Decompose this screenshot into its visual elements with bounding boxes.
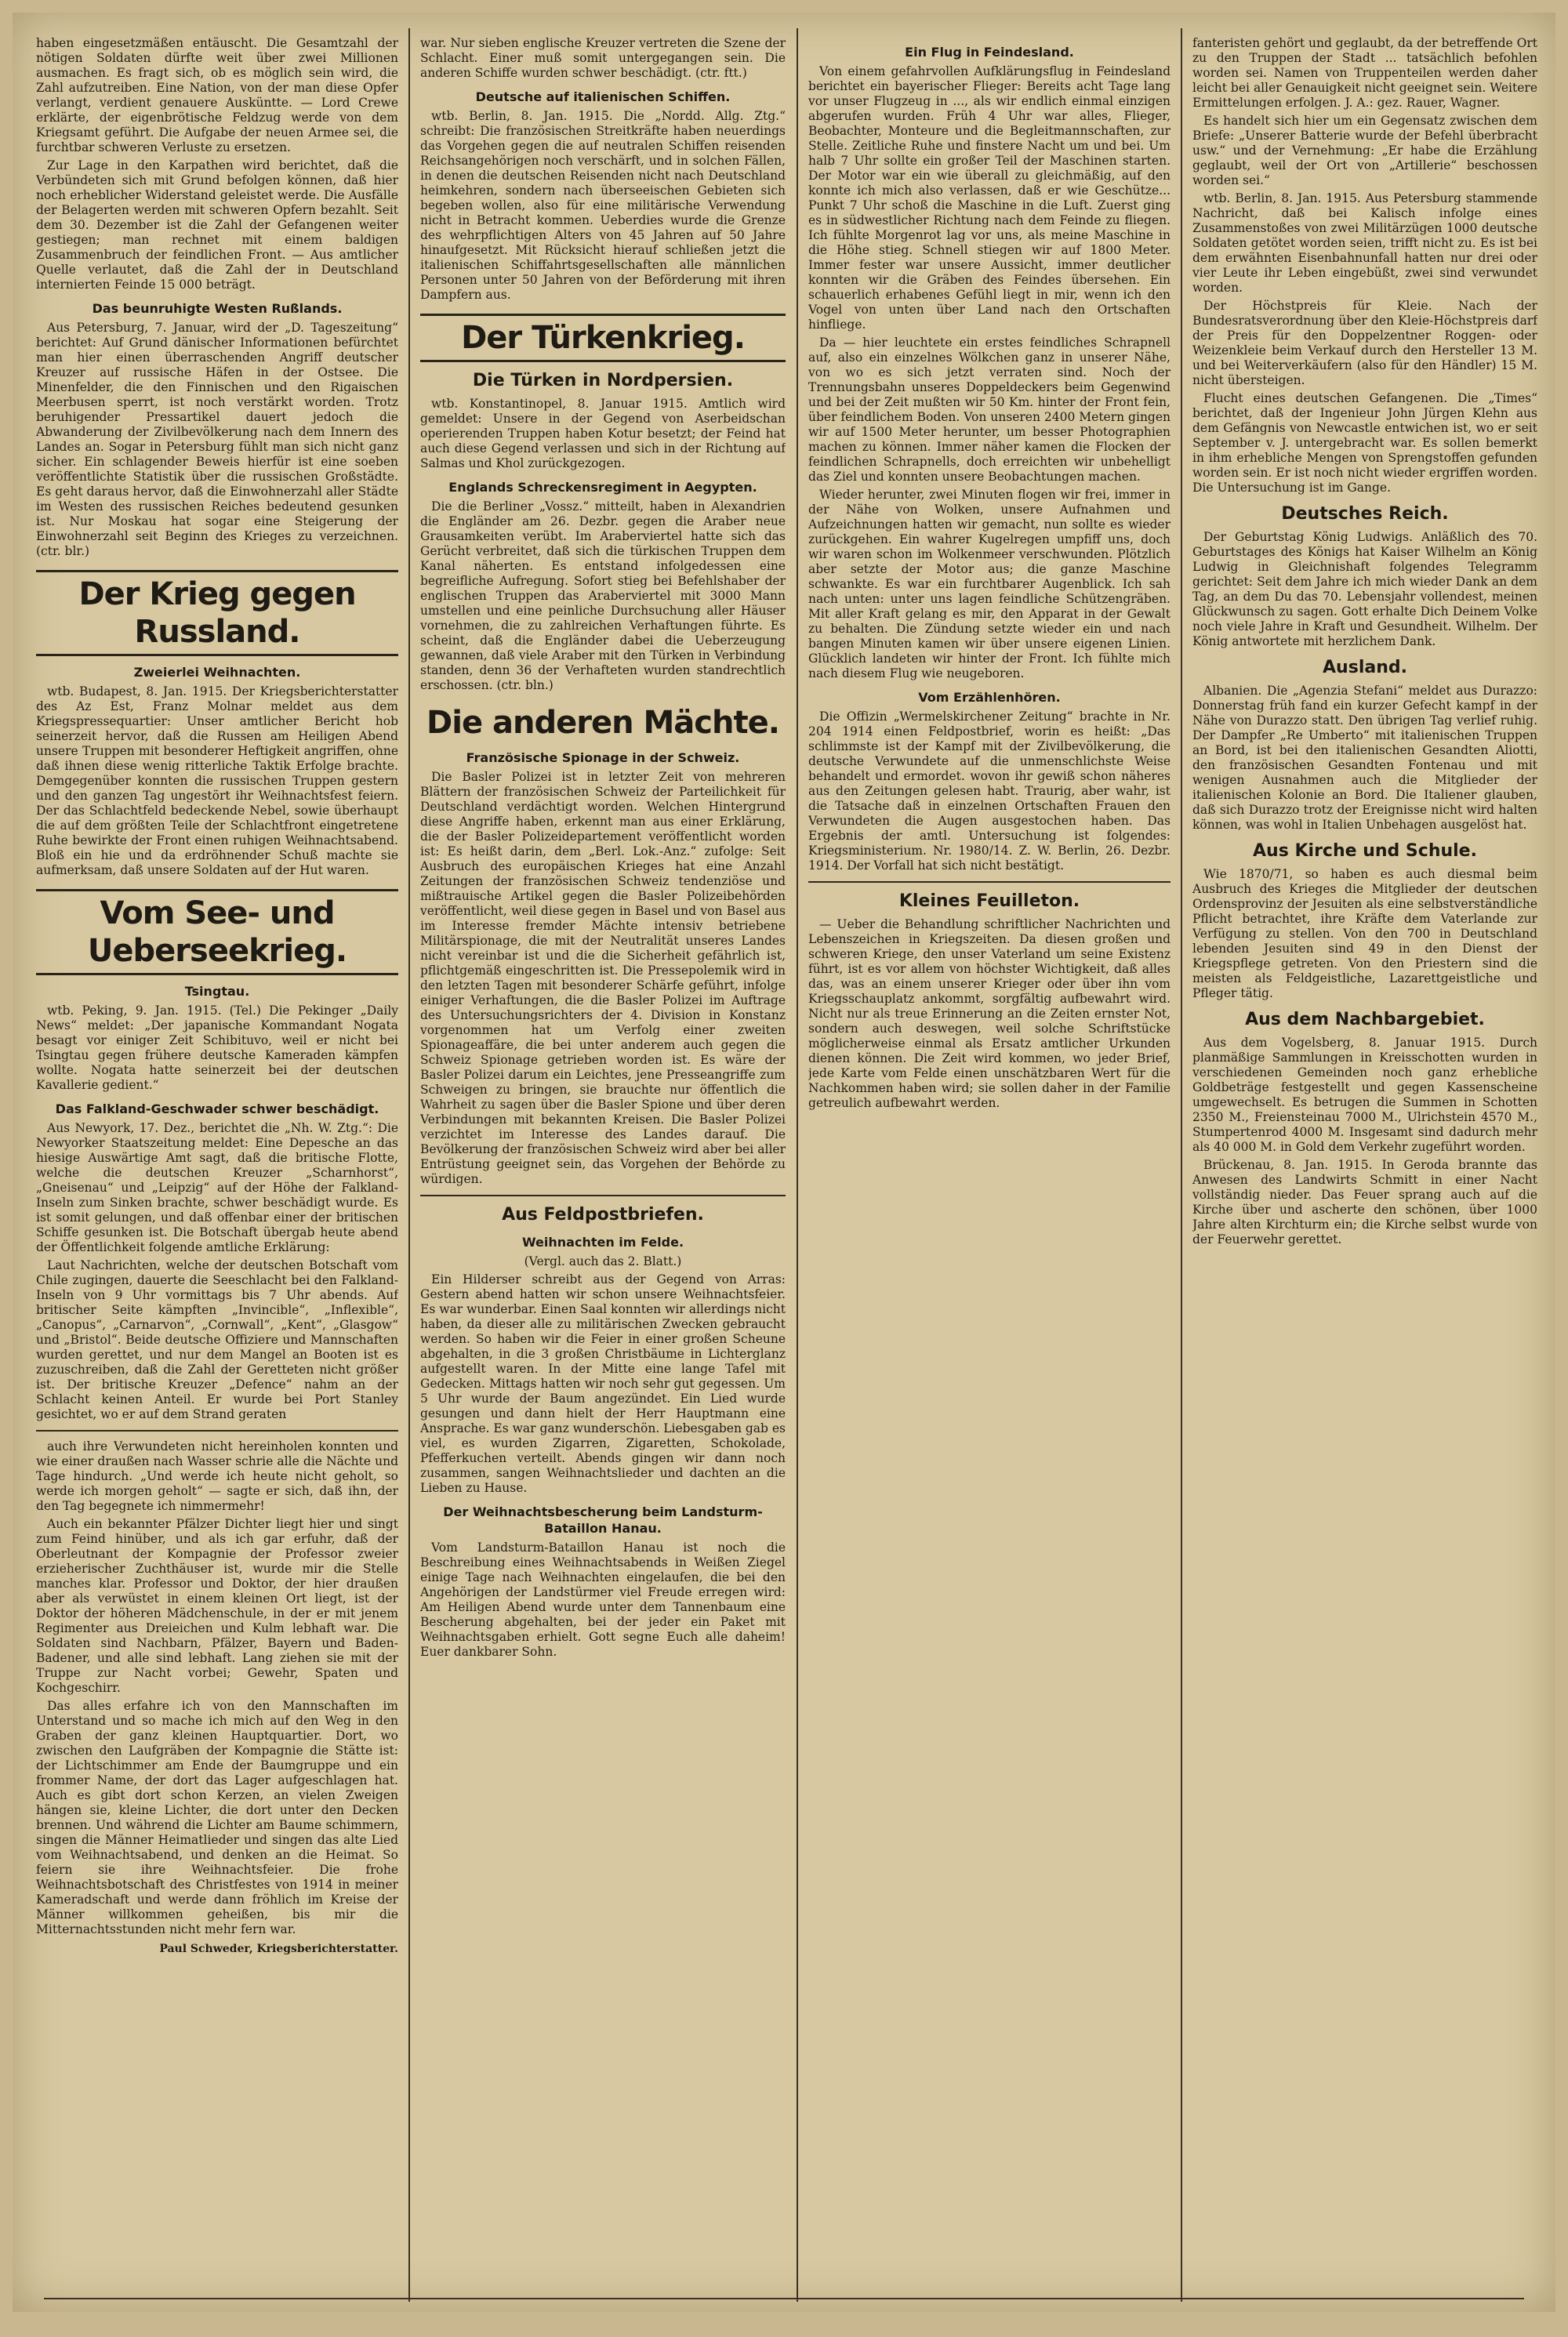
headline: Englands Schreckensregiment in Aegypten. — [448, 480, 757, 495]
column-rule — [408, 28, 410, 2302]
article-text: Von einem gefahrvollen Aufklärungsflug in Feindesland berichtet ein bayerischer Flieger: Bereits acht Tage lang vor unser Flugzeug in ..., als wir endlich einmal einzigen abgerufen wurden. Früh 4 Uhr war alles, Flieger, Beobachter, Monteure und die Begleitmannschaften, zur Stelle. Zeitliche Ruhe und finstere Nacht um und bei. Um halb 7 Uhr sollte ein großer Teil der Maschinen starten. Der Motor war ein wie überall zu gleichmäßig, auf den konnte ich mich also verlassen, daß er wie Geschütze... Punkt 7 Uhr schoß die Maschine in die Luft. Zuerst ging es in südwestlicher Richtung nach dem Feinde zu fliegen. Ich fühlte Morgenrot lag vor uns, als meine Maschine in die Höhe stieg. Schnell stiegen wir auf 1800 Meter. Immer fester war unsere Aussicht, immer deutlicher konnten wir die Gräben des Feindes übersehen. Ein schauerlich erhabenes Gefühl liegt in mir, wenn ich den Vogel von unten über Land nach den Ortschaften hinfliege. — [808, 64, 1171, 332]
article-text: Ein Hilderser schreibt aus der Gegend von Arras: Gestern abend hatten wir schon unsere Weihnachtsfeier. Es war wunderbar. Einen Saal konnten wir allerdings nicht haben, da dieser alle zu militärischen Zwecken gebraucht werden. So haben wir die Feier in einer großen Scheune abgehalten, in die 3 großen Christbäume in Lichterglanz aufgestellt waren. In der Mitte eine lange Tafel mit Gedecken. Mittags hatten wir noch sehr gut gegessen. Um 5 Uhr wurde der Baum angezündet. Ein Lied wurde gesungen und dann hielt der Herr Hauptmann eine Ansprache. Es war ganz wunderschön. Liebesgaben gab es viel, es wurden Zigarren, Zigaretten, Schokolade, Pfefferkuchen verteilt. Abends gingen wir dann noch zusammen, sangen Weihnachtslieder und dachten an die Lieben zu Hause. — [420, 1272, 786, 1495]
section-headline: Kleines Feuilleton. — [898, 891, 1080, 911]
headline: Das beunruhigte Westen Rußlands. — [92, 301, 343, 316]
headline: Deutsche auf italienischen Schiffen. — [475, 89, 731, 104]
article-text: Zur Lage in den Karpathen wird berichtet, daß die Verbündeten sich mit Grund befolgen können, daß hier noch erheblicher Widerstand geleistet werde. Die Ausfälle der Belagerten werden mit schweren Opfern bezahlt. Seit dem 30. Dezember ist die Zahl der Gefangenen weiter gestiegen; man rechnet mit einem baldigen Zusammenbruch der feindlichen Front. — Aus amtlicher Quelle verlautet, daß die Zahl der in Deutschland internierten Feinde 15 000 beträgt. — [36, 158, 398, 292]
headline: Die Türken in Nordpersien. — [472, 371, 734, 390]
column-rule — [1181, 28, 1182, 2302]
signature: Paul Schweder, Kriegsberichterstatter. — [159, 1943, 398, 1955]
article-text: Wieder herunter, zwei Minuten flogen wir frei, immer in der Nähe von Wolken, unsere Aufnahmen und Aufzeichnungen hatten wir gemacht, nun sollte es wieder zurückgehen. Ein wahrer Kugelregen umpfiff uns, doch wir waren schon im Wolkenmeer verschwunden. Plötzlich aber setzte der Motor aus; die ganze Maschine schwankte. Es war ein furchtbarer Augenblick. Ich sah nach unten: unter uns lagen feindliche Schützengräben. Mit aller Kraft gelang es mir, den Apparat in der Gewalt zu behalten. Die Zündung setzte wieder ein und nach bangen Minuten kamen wir über unsere eigenen Linien. Glücklich landeten wir hinter der Front. Ich fühlte mich nach diesem Flug wie neugeboren. — [808, 488, 1171, 680]
article-text: wtb. Peking, 9. Jan. 1915. (Tel.) Die Pekinger „Daily News“ meldet: „Der japanische Kommandant Nogata besagt vor einiger Zeit Schibituvo, weil er nicht bei Tsingtau gegen frühere deutsche Kameraden kämpfen wollte. Nogata hatte seinerzeit bei der deutschen Kavallerie gedient.“ — [36, 1003, 398, 1092]
note: (Vergl. auch das 2. Blatt.) — [524, 1254, 682, 1268]
article-text: Die Offizin „Wermelskirchener Zeitung“ brachte in Nr. 204 1914 einen Feldpostbrief, worin es heißt: „Das schlimmste ist der Kampf mit der Zivilbevölkerung, die deutsche Verwundete auf die unmenschlichste Weise behandelt und ermordet. wovon ihr gewiß schon näheres aus den Zeitungen gelesen habt. Traurig, aber wahr, ist die Tatsache daß in einzelnen Ortschaften Frauen den Verwundeten die Augen ausgestochen haben. Das Ergebnis der amtl. Untersuchung ist folgendes: Kriegsministerium. Nr. 1980/14. Z. W. Berlin, 26. Dezbr. 1914. Der Vorfall hat sich nicht bestätigt. — [808, 709, 1171, 873]
article-text: Wie 1870/71, so haben es auch diesmal beim Ausbruch des Krieges die Mitglieder der deutschen Ordensprovinz der Jesuiten als eine selbstverständliche Pflicht betrachtet, ihre Kräfte dem Vaterlande zur Verfügung zu stellen. Von den 700 in Deutschland lebenden Jesuiten sind 49 in den Dienst der Kriegspflege getreten. Von den Priestern sind die meisten als Feldgeistliche, Lazarettgeistliche und Pfleger tätig. — [1192, 867, 1537, 1000]
article-text: auch ihre Verwundeten nicht hereinholen konnten und wie einer draußen nach Wasser schrie alle die Nächte und Tage hindurch. „Und werde ich heute nicht geholt, so werde ich morgen geholt“ — sagte er sich, daß ihn, der den Tag begegnete ich nimmermehr! — [36, 1439, 398, 1513]
article-text: Auch ein bekannter Pfälzer Dichter liegt hier und singt zum Feind hinüber, und als ich gar erfuhr, daß der Oberleutnant der Kompagnie der Professor zweier erzieherischer Zuchthäuser ist, wurde mir die Stelle manches klar. Professor und Doktor, der hier draußen aber als verwüstet in einem kleinen Ort liegt, ist der Doktor der höheren Mädchenschule, in der er mit jenem Regimenter aus Dreieichen und Kulm lebhaft war. Die Soldaten sind Nachbarn, Pfälzer, Bayern und Baden-Badener, und alle sind lebhaft. Lang ziehen sie mit der Truppe zur Nacht vorbei; Gewehr, Spaten und Kochgeschirr. — [36, 1517, 398, 1695]
column-3 — [808, 36, 1171, 2294]
article-text: wtb. Berlin, 8. Jan. 1915. Die „Nordd. Allg. Ztg.“ schreibt: Die französischen Streitkräfte haben neuerdings das Vorgehen gegen die auf neutralen Schiffen reisenden Reichsangehörigen noch verschärft, und in solchen Fällen, in denen die deutschen Reisenden nicht nach Deutschland heimkehren, sondern nach überseeischen Gebieten sich begeben wollen, also für eine militärische Verwendung nicht in Betracht kommen. Ueberdies wurde die Grenze des wehrpflichtigen Alters von 45 Jahren auf 50 Jahre hinaufgesetzt. Mit Rücksicht hierauf schließen jetzt die italienischen Schiffahrtsgesellschaften alle männlichen Personen unter 50 Jahren von der Beförderung mit ihren Dampfern aus. — [420, 109, 786, 302]
article-text: Die Basler Polizei ist in letzter Zeit von mehreren Blättern der französischen Schweiz der Parteilichkeit für Deutschland verdächtigt worden. Welchen Hintergrund diese Angriffe haben, erkennt man aus einer Erklärung, die der Basler Polizeidepartement veröffentlicht worden ist: Es heißt darin, dem „Berl. Lok.-Anz.“ zufolge: Seit Ausbruch des europäischen Krieges hat eine Anzahl Zeitungen der französischen Schweiz tendenziöse und mißtrauische Artikel gegen die Basler Polizeibehörden veröffentlicht, weil diese gegen in Basel und von Basel aus im Interesse fremder Mächte intensiv betriebene Militärspionage, die mit der Neutralität unseres Landes nicht vereinbar ist und die die Sicherheit gefährlich ist, pflichtgemäß eingeschritten ist. Die Pressepolemik wird in den letzten Tagen mit besonderer Schärfe geführt, infolge einiger Verhaftungen, die die Basler Polizei im Auftrage des Untersuchungsrichters der 4. Division in Konstanz vorgenommen hat um Verfolg einer zweiten Spionageaffäre, die bei unter anderem auch gegen die Schweiz Spionage getrieben worden ist. Es wäre der Basler Polizei darum ein Leichtes, jene Presseangriffe zum Schweigen zu bringen, sie brauchte nur öffentlich die Wahrheit zu sagen über die Basler Spione und über deren Verbindungen mit bekannten Kreisen. Die Basler Polizei verzichtet im Interesse des Landes darauf. Die Bevölkerung der französischen Schweiz wird aber bei aller Entrüstung geeignet sein, das Vorgehen der Behörde zu würdigen. — [420, 770, 786, 1186]
article-text: Aus Newyork, 17. Dez., berichtet die „Nh. W. Ztg.“: Die Newyorker Staatszeitung meldet: Eine Depesche an das hiesige Auswärtige Amt sagt, daß die britische Flotte, welche die deutschen Kreuzer „Scharnhorst“, „Gneisenau“ und „Leipzig“ auf der Höhe der Falkland-Inseln zum Sinken brachte, schwer beschädigt wurde. Es ist somit gelungen, und daß offenbar einer der britischen Schiffe gesunken ist. Die Botschaft übergab heute abend der Öffentlichkeit folgende amtliche Erklärung: — [36, 1121, 398, 1254]
divider — [36, 1430, 398, 1432]
article-text: Es handelt sich hier um ein Gegensatz zwischen dem Briefe: „Unserer Batterie wurde der Befehl überbracht usw.“ und der Vernehmung: „Er habe die Erzählung geglaubt, weil der Ort von „Artillerie“ beschossen worden sei.“ — [1192, 114, 1537, 187]
headline: Tsingtau. — [184, 984, 250, 999]
headline: Zweierlei Weihnachten. — [133, 665, 301, 680]
article-text: Laut Nachrichten, welche der deutschen Botschaft vom Chile zugingen, dauerte die Seeschlacht bei den Falkland-Inseln von 9 Uhr vormittags bis 7 Uhr abends. Auf britischer Seite kämpften „Invincible“, „Inflexible“, „Canopus“, „Carnarvon“, „Cornwall“, „Kent“, „Glasgow“ und „Bristol“. Beide deutsche Offiziere und Mannschaften wurden gerettet, und nur dem Mangel an Booten ist es zuzuschreiben, daß die Zahl der Geretteten nicht größer ist. Der britische Kreuzer „Defence“ nahm an der Schlacht keinen Anteil. Er wurde bei Port Stanley gesichtet, wo er auf dem Strand geraten — [36, 1258, 398, 1421]
article-text: wtb. Konstantinopel, 8. Januar 1915. Amtlich wird gemeldet: Unsere in der Gegend von Aserbeidschan operierenden Truppen haben Kotur besetzt; der Feind hat auch diese Gegend verlassen und sich in der Richtung auf Salmas und Khol zurückgezogen. — [420, 397, 786, 470]
column-2 — [420, 36, 786, 2294]
article-text: Brückenau, 8. Jan. 1915. In Geroda brannte das Anwesen des Landwirts Schmitt in einer Nacht vollständig nieder. Das Feuer sprang auch auf die Kirche über und ascherte den schönen, über 1000 Jahre alten Kirchturm ein; die Kirche selbst wurde von der Feuerwehr gerettet. — [1192, 1158, 1537, 1247]
article-text: Flucht eines deutschen Gefangenen. Die „Times“ berichtet, daß der Ingenieur John Jürgen Klehn aus dem Gefängnis von Newcastle entwichen ist, wo er seit September v. J. untergebracht war. Es sollen bemerkt in ihm erhebliche Mengen von Sprengstoffen gefunden worden sein. Er ist noch nicht wieder ergriffen worden. Die Untersuchung ist im Gange. — [1192, 391, 1537, 495]
subheadline: Weihnachten im Felde. — [521, 1235, 684, 1250]
article-text: Aus Petersburg, 7. Januar, wird der „D. Tageszeitung“ berichtet: Auf Grund dänischer Informationen befürchtet man hier einen überraschenden Angriff deutscher Kreuzer auf russische Häfen in der Ostsee. Die Minenfelder, die den Finnischen und den Rigaischen Meerbusen sperrt, ist noch verstärkt worden. Trotz beruhigender Pressartikel dauert jedoch die Abwanderung der Zivilbevölkerung nach dem Innern des Landes an. Sogar in Petersburg fühlt man sich nicht ganz sicher. Ein schlagender Beweis hierfür ist eine soeben veröffentlichte Statistik über die russischen Großstädte. Es geht daraus hervor, daß die Einwohnerzahl aller Städte im Westen des russischen Reiches bedeutend gesunken ist. Nur Moskau hat sogar eine Steigerung der Einwohnerzahl seit Beginn des Krieges zu verzeichnen. (ctr. blr.) — [36, 321, 398, 558]
section-headline: Deutsches Reich. — [1281, 504, 1449, 524]
section-headline: Aus dem Nachbargebiet. — [1245, 1010, 1485, 1029]
article-text: Der Geburtstag König Ludwigs. Anläßlich des 70. Geburtstages des Königs hat Kaiser Wilhelm an König Ludwig in Gleichnishaft folgendes Telegramm gerichtet: Seit dem Jahre ich mich wieder Dank an dem Tag, an dem Du das 70. Lebensjahr vollendest, meinen Glückwunsch zu sagen. Gott erhalte Dich Deinem Volke noch viele Jahre in Kraft und Gesundheit. Wilhelm. Der König antwortete mit herzlichem Dank. — [1192, 530, 1537, 648]
section-headline: Aus Kirche und Schule. — [1253, 841, 1477, 861]
column-rule — [797, 28, 798, 2302]
article-text: wtb. Budapest, 8. Jan. 1915. Der Kriegsberichterstatter des Az Est, Franz Molnar meldet aus dem Kriegspressequartier: Unser amtlicher Bericht hob seinerzeit hervor, daß die Russen am Heiligen Abend unsere Truppen mit besonderer Heftigkeit angriffen, ohne daß ihnen diese wenig ritterliche Taktik Erfolge brachte. Demgegenüber konnten die russischen Truppen gestern und den ganzen Tag ungestört ihr Weihnachtsfest feiern. Der das Schlachtfeld bedeckende Nebel, sowie überhaupt die auf dem größten Teile der Schlachtfront eingetretene Ruhe bewirkte der Front einen ruhigen Weihnachtsabend. Bloß ein hie und da erdröhnender Schuß machte sie aufmerksam, daß unsere Soldaten auf der Hut waren. — [36, 684, 398, 877]
article-text: Vom Landsturm-Bataillon Hanau ist noch die Beschreibung eines Weihnachtsabends in Weißen Ziegel einige Tage nach Weihnachten eingelaufen, die bei den Angehörigen der Landstürmer viel Freude erregen wird: Am Heiligen Abend wurde unter dem Tannenbaum eine Bescherung abgehalten, bei der jeder ein Paket mit Weihnachtsgaben erhielt. Gott segne Euch alle daheim! Euer dankbarer Sohn. — [420, 1540, 786, 1659]
section-headline: Der Krieg gegen Russland. — [36, 570, 398, 656]
newspaper-page — [13, 13, 1555, 2312]
section-headline: Die anderen Mächte. — [426, 705, 779, 741]
section-headline: Ausland. — [1323, 658, 1407, 677]
article-text: fanteristen gehört und geglaubt, da der betreffende Ort zu den Truppen der Stadt ... tatsächlich befohlen worden sei. Namen von Truppenteilen werden daher leicht bei aller Genauigkeit nicht geeignet sein. Weitere Ermittelungen erfolgen. J. A.: gez. Rauer, Wagner. — [1192, 36, 1537, 110]
article-text: Die die Berliner „Vossz.“ mitteilt, haben in Alexandrien die Engländer am 26. Dezbr. gegen die Araber neue Grausamkeiten verübt. Im Araberviertel hatte sich das Gerücht verbreitet, daß sich die türkischen Truppen dem Kanal näherten. Es entstand infolgedessen eine begreifliche Aufregung. Sofort stieg bei Befehlshaber der englischen Truppen das Araberviertel mit 3000 Mann umstellen und eine peinliche Durchsuchung aller Häuser vornehmen, die zu zahlreichen Verhaftungen führte. Es scheint, daß die Engländer dabei die Ueberzeugung gewannen, daß viele Araber mit den Türken in Verbindung standen, denn 36 der Verhafteten wurden standrechtlich erschossen. (ctr. bln.) — [420, 499, 786, 692]
article-text: haben eingesetzmäßen entäuscht. Die Gesamtzahl der nötigen Soldaten dürfte weit über zwei Millionen ausmachen. Es fragt sich, ob es möglich sein wird, die Zahl aufzutreiben. Eine Nation, von der man diese Opfer verlangt, verdient genauere Ausküntte. — Lord Crewe erklärte, der eigenbrötische Feldzug werde von dem Kriegsamt geführt. Die Aufgabe der neuen Armee sei, die furchtbar schweren Verluste zu ersetzen. — [36, 36, 398, 154]
headline: Ein Flug in Feindesland. — [905, 45, 1074, 60]
article-text: wtb. Berlin, 8. Jan. 1915. Aus Petersburg stammende Nachricht, daß bei Kalisch infolge eines Zusammenstoßes von zwei Militärzügen 1000 deutsche Soldaten getötet worden seien, trifft nicht zu. Es ist bei dem erwähnten Eisenbahnunfall hatten nur drei oder vier Leute ihr Leben eingebüßt, zwei sind verwundet worden. — [1192, 191, 1537, 295]
section-headline: Vom See- und Ueberseekrieg. — [36, 889, 398, 975]
divider — [808, 881, 1171, 883]
article-text: Der Höchstpreis für Kleie. Nach der Bundesratsverordnung über den Kleie-Höchstpreis darf der Preis für den Doppelzentner Roggen- oder Weizenkleie beim Verkauf durch den Hersteller 13 M. und bei Weiterverkäufern (also für den Händler) 15 M. nicht übersteigen. — [1192, 299, 1537, 387]
article-text: — Ueber die Behandlung schriftlicher Nachrichten und Lebenszeichen in Kriegszeiten. Da diesen großen und schweren Kriege, den unser Vaterland um seine Existenz führt, ist es vor allem von höchster Wichtigkeit, daß alles das, was an einem unserer Krieger oder über ihn vom Kriegsschauplatz ankommt, sorgfältig aufbewahrt wird. Nicht nur als treue Erinnerung an die Zeiten ernster Not, sondern auch deswegen, weil solche Schriftstücke möglicherweise einmal als Ersatz amtlicher Urkunden dienen können. Die Zeit wird kommen, wo jeder Brief, jede Karte vom Felde einen unschätzbaren Wert für die Nachkommen haben wird; sie sollen daher in der Familie getreulich aufbewahrt werden. — [808, 917, 1171, 1110]
article-text: war. Nur sieben englische Kreuzer vertreten die Szene der Schlacht. Einer muß somit untergegangen sein. Die anderen Schiffe wurden schwer beschädigt. (ctr. ftt.) — [420, 36, 786, 80]
column-4 — [1192, 36, 1537, 2294]
subheadline: Der Weihnachtsbescherung beim Landsturm-Bataillon Hanau. — [443, 1504, 763, 1536]
divider — [420, 1195, 786, 1196]
section-headline: Der Türkenkrieg. — [420, 314, 786, 362]
article-text: Albanien. Die „Agenzia Stefani“ meldet aus Durazzo: Donnerstag früh fand ein kurzer Gefecht kampf in der Nähe von Durazzo statt. Den übrigen Tag verlief ruhig. Der Dampfer „Re Umberto“ mit italienischen Truppen an Bord, ist bei den italienischen Gesandten Aliotti, den französischen Gesandten Fontenau und mit wenigen Ausnahmen auch die Mitglieder der italienischen Kolonie an Bord. Die Italiener glauben, daß sich Durazzo trotz der Ereignisse nicht wird halten können, was wohl in Italien Unbehagen ausgelöst hat. — [1192, 684, 1537, 832]
article-text: Da — hier leuchtete ein erstes feindliches Schrapnell auf, also ein einzelnes Wölkchen ganz in unserer Nähe, von wo es sich jetzt verraten sind. Noch der Trennungsbahn unseres Doppeldeckers beim Gegenwind und bei der Zeit mußten wir 50 Km. hinter der Front fein, über feindlichem Boden. Von unseren 2400 Metern gingen wir auf 1500 Meter herunter, um besser Photographien machen zu können. Immer näher kamen die Flocken der feindlichen Schrapnells, doch erreichten wir unbehelligt das Ziel und konnten unsere Beobachtungen machen. — [808, 336, 1171, 484]
headline: Vom Erzählenhören. — [918, 690, 1061, 705]
headline: Das Falkland-Geschwader schwer beschädigt. — [55, 1101, 379, 1116]
headline: Aus Feldpostbriefen. — [502, 1205, 704, 1225]
column-1 — [36, 36, 398, 2294]
article-text: Aus dem Vogelsberg, 8. Januar 1915. Durch planmäßige Sammlungen in Kreisschotten wurden in verschiedenen Gemeinden noch ganz erhebliche Goldbeträge festgestellt und gegen Kassenscheine umgewechselt. Es betrugen die Summen in Schotten 2350 M., Freiensteinau 7000 M., Ulrichstein 4570 M., Stumpertenrod 4000 M. Insgesamt sind dadurch mehr als 40 000 M. in Gold dem Verkehr zugeführt worden. — [1192, 1036, 1537, 1154]
page-bottom-rule — [44, 2298, 1524, 2304]
article-text: Das alles erfahre ich von den Mannschaften im Unterstand und so mache ich mich auf den Weg in den Graben der ganz kleinen Hauptquartier. Dort, wo zwischen den Laufgräben der Kompagnie die Stätte ist: der Lichtschimmer am Ende der Baumgruppe und ein frommer Name, der dort das Lager aufgeschlagen hat. Auch es gibt dort schon Kerzen, an vielen Zweigen hängen sie, kleine Lichter, die dort unter den Decken brennen. Und während die Lichter am Baume schimmern, singen die Männer Heimatlieder und singen das alte Lied vom Weihnachtsabend, und denken an die Heimat. So feiern sie ihre Weihnachtsfeier. Die frohe Weihnachtsbotschaft des Christfestes von 1914 in meiner Kameradschaft und werde dann fröhlich im Kreise der Männer willkommen geheißen, bis mir die Mitternachtsstunden nicht mehr fern war. — [36, 1699, 398, 1936]
headline: Französische Spionage in der Schweiz. — [466, 750, 740, 765]
